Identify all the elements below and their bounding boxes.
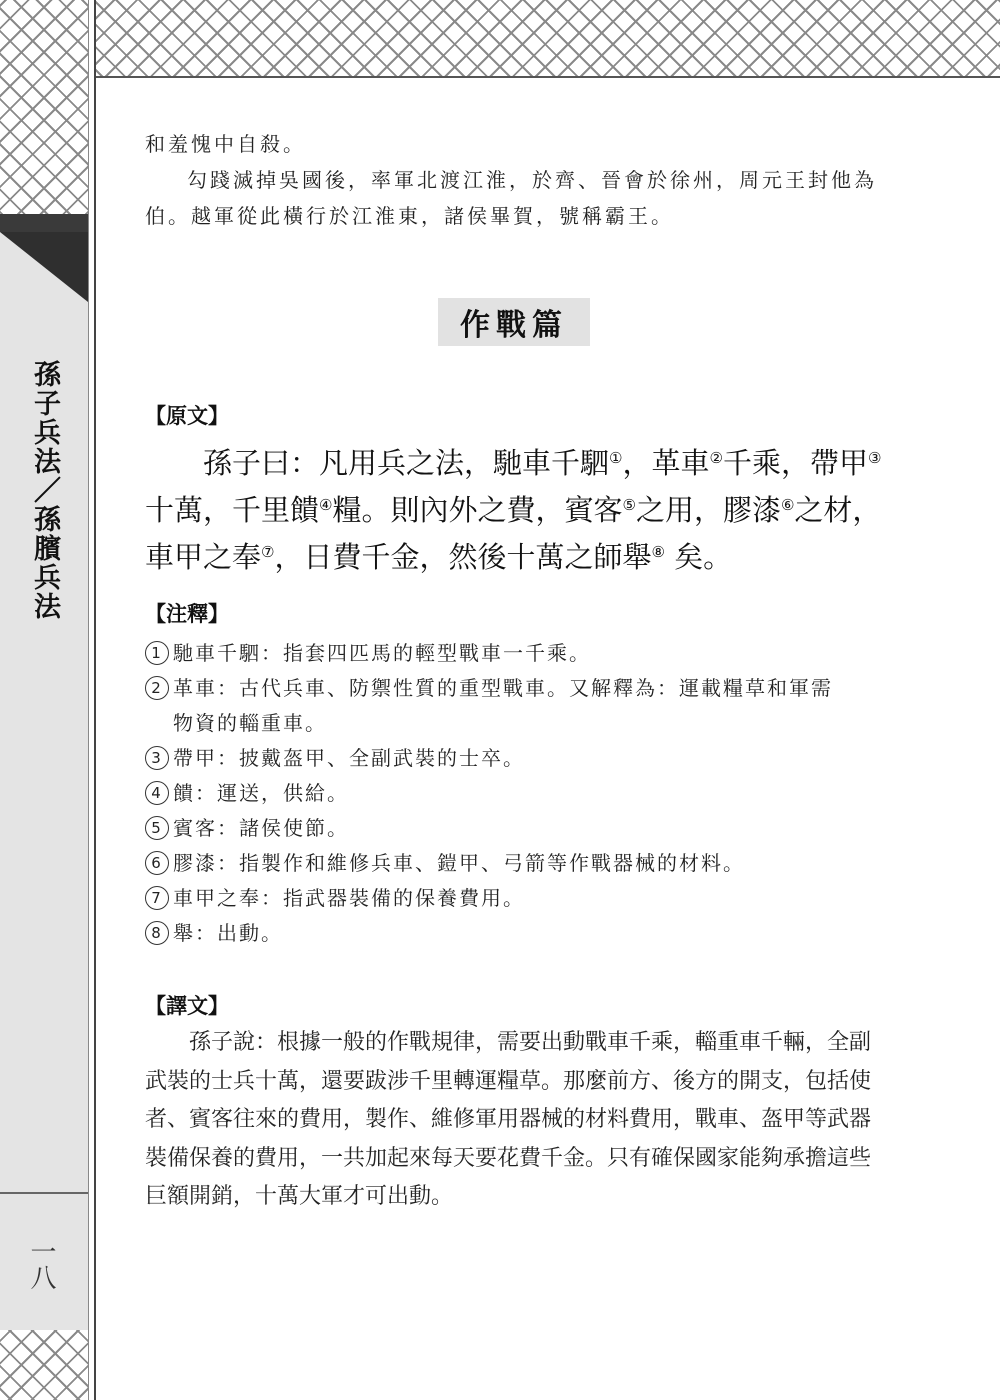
original-segment: 十萬，千里饋 [145,493,320,527]
note-text: 舉：出動。 [173,921,283,945]
original-segment: 千乘，帶甲 [722,446,868,480]
footnote-mark: ⑦ [261,543,275,561]
footnote-mark: ③ [867,449,882,467]
top-border-line [96,76,1000,78]
note-item [145,636,890,671]
note-number: 2 [145,676,169,700]
note-continuation: 物資的輜重車。 [173,711,327,735]
original-segment: 車甲之奉 [145,540,262,574]
sidebar-rule [88,0,96,1400]
original-text [145,440,890,581]
original-segment: 矣。 [664,540,733,574]
footnote-mark: ④ [319,496,333,514]
sidebar-divider [0,1192,88,1194]
note-text: 帶甲：披戴盔甲、全副武裝的士卒。 [173,746,525,770]
note-item [145,881,890,916]
footnote-mark: ② [709,449,723,467]
original-segment: ，日費千金，然後十萬之師舉 [274,540,652,574]
top-decorative-band [0,0,1000,76]
original-segment: ，革車 [622,446,710,480]
translation-section [145,990,890,1217]
footnote-mark: ⑧ [651,543,665,561]
intro-line: 和羞愧中自殺。 [145,132,306,156]
original-segment: 孫子曰：凡用兵之法，馳車千駟 [203,446,610,480]
note-item [145,846,890,881]
note-number: 4 [145,781,169,805]
note-number: 3 [145,746,169,770]
note-text: 賓客：諸侯使節。 [173,816,349,840]
original-segment: 之材， [794,493,882,527]
original-section [145,400,890,581]
note-text: 車甲之奉：指武器裝備的保養費用。 [173,886,525,910]
original-segment: 之用，膠漆 [635,493,781,527]
footnote-mark: ⑤ [622,496,636,514]
sidebar-bottom-pattern [0,1330,88,1400]
translation-label: 【譯文】 [145,994,229,1018]
footnote-mark: ① [609,449,623,467]
note-number: 8 [145,921,169,945]
sidebar-book-title: 孫子兵法／孫臏兵法 [29,360,60,621]
note-item [145,671,890,706]
note-number: 1 [145,641,169,665]
sidebar-dark-band [0,214,88,232]
intro-paragraph: 勾踐滅掉吳國後，率軍北渡江淮，於齊、晉會於徐州，周元王封他為伯。越軍從此橫行於江淮東，諸侯畢賀，號稱霸王。 [145,168,877,228]
translation-text: 孫子說：根據一般的作戰規律，需要出動戰車千乘，輜重車千輛，全副武裝的士兵十萬，還要跋涉千里轉運糧草。那麼前方、後方的開支，包括使者、賓客往來的費用，製作、維修軍用器械的材料費用，戰車、盔甲等武器裝備保養的費用，一共加起來每天要花費千金。只有確保國家能夠承擔這些巨額開銷，十萬大軍才可出動。 [145,1030,872,1209]
note-item [145,811,890,846]
footnote-mark: ⑥ [780,496,795,514]
original-segment: 糧。則內外之費，賓客 [332,493,623,527]
notes-section [145,598,890,951]
note-item [145,916,890,951]
note-number: 5 [145,816,169,840]
note-item [145,776,890,811]
chapter-title: 作戰篇 [438,298,590,346]
note-text: 膠漆：指製作和維修兵車、鎧甲、弓箭等作戰器械的材料。 [173,851,745,875]
original-label: 【原文】 [145,404,229,428]
intro-section [145,126,890,234]
note-number: 6 [145,851,169,875]
page-number: 一八 [26,1238,56,1290]
note-item [145,741,890,776]
note-number: 7 [145,886,169,910]
note-text: 馳車千駟：指套四匹馬的輕型戰車一千乘。 [173,641,591,665]
notes-label: 【注釋】 [145,602,229,626]
note-text: 革車：古代兵車、防禦性質的重型戰車。又解釋為：運載糧草和軍需 [173,676,833,700]
note-text: 饋：運送，供給。 [173,781,349,805]
